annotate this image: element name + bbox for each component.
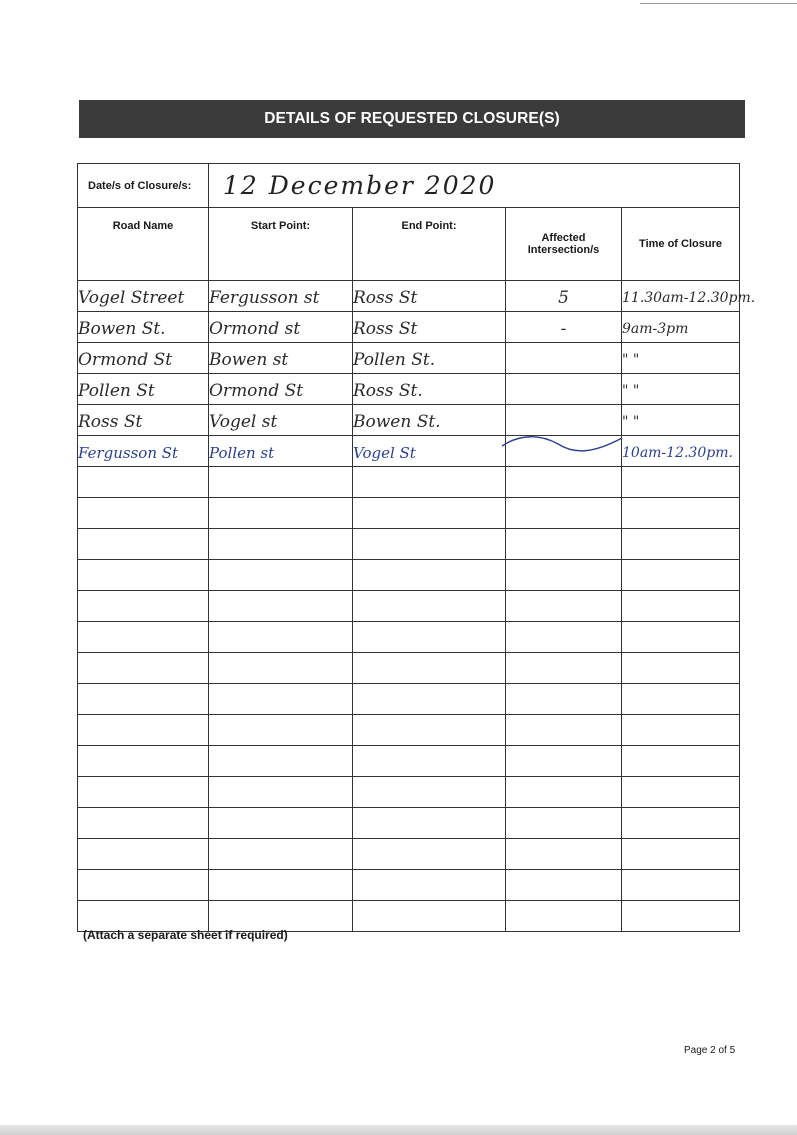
cell-end[interactable]: Ross St [353, 281, 506, 312]
cell-time[interactable] [622, 746, 740, 777]
cell-end[interactable] [353, 591, 506, 622]
cell-end[interactable] [353, 715, 506, 746]
table-row [78, 498, 740, 529]
cell-time[interactable]: 11.30am-12.30pm. [622, 281, 740, 312]
cell-end[interactable] [353, 901, 506, 932]
table-row [78, 591, 740, 622]
cell-road[interactable] [78, 808, 209, 839]
column-header-affected [506, 208, 622, 281]
table-row [78, 777, 740, 808]
cell-start[interactable] [209, 684, 353, 715]
cell-road[interactable]: Bowen St. [78, 312, 209, 343]
cell-road[interactable] [78, 560, 209, 591]
table-row [78, 405, 740, 436]
table-row [78, 529, 740, 560]
cell-affected[interactable] [506, 529, 622, 560]
cell-affected[interactable] [506, 467, 622, 498]
cell-start[interactable]: Pollen st [209, 436, 353, 467]
cell-end[interactable] [353, 777, 506, 808]
cell-road[interactable] [78, 870, 209, 901]
cell-start[interactable] [209, 529, 353, 560]
table-row [78, 281, 740, 312]
cell-end[interactable] [353, 684, 506, 715]
table-row [78, 746, 740, 777]
cell-affected[interactable] [506, 746, 622, 777]
cell-road[interactable]: Vogel Street [78, 281, 209, 312]
cell-time[interactable] [622, 777, 740, 808]
cell-end[interactable] [353, 870, 506, 901]
cell-affected[interactable] [506, 901, 622, 932]
cell-start[interactable] [209, 591, 353, 622]
table-row [78, 374, 740, 405]
cell-road[interactable] [78, 591, 209, 622]
page-number: Page 2 of 5 [684, 1045, 736, 1056]
cell-start[interactable] [209, 870, 353, 901]
cell-end[interactable]: Bowen St. [353, 405, 506, 436]
table-row [78, 343, 740, 374]
cell-start[interactable]: Fergusson st [209, 281, 353, 312]
cell-start[interactable]: Ormond st [209, 312, 353, 343]
cell-start[interactable] [209, 622, 353, 653]
scan-bottom-edge [0, 1125, 797, 1135]
cell-road[interactable] [78, 777, 209, 808]
closure-table [77, 163, 756, 932]
cell-end[interactable] [353, 498, 506, 529]
cell-road[interactable] [78, 901, 209, 932]
cell-end[interactable] [353, 653, 506, 684]
cell-time[interactable] [622, 684, 740, 715]
cell-start[interactable] [209, 746, 353, 777]
attach-note: (Attach a separate sheet if required) [83, 928, 288, 942]
cell-time[interactable] [622, 498, 740, 529]
cell-road[interactable] [78, 684, 209, 715]
cell-time[interactable] [622, 808, 740, 839]
cell-affected[interactable] [506, 374, 622, 405]
cell-end[interactable] [353, 529, 506, 560]
cell-time[interactable] [622, 529, 740, 560]
column-header-affected-line1: Affected [541, 232, 586, 244]
cell-time[interactable]: " " [622, 343, 740, 374]
cell-affected[interactable] [506, 622, 622, 653]
cell-road[interactable] [78, 653, 209, 684]
handwritten-squiggle [500, 428, 625, 458]
cell-start[interactable] [209, 777, 353, 808]
table-row [78, 312, 740, 343]
cell-start[interactable] [209, 467, 353, 498]
table-row [78, 560, 740, 591]
cell-road[interactable]: Ormond St [78, 343, 209, 374]
cell-time[interactable]: 10am-12.30pm. [622, 436, 740, 467]
cell-time[interactable] [622, 467, 740, 498]
date-label: Date/s of Closure/s: [78, 164, 209, 208]
cell-road[interactable]: Ross St [78, 405, 209, 436]
cell-start[interactable]: Bowen st [209, 343, 353, 374]
table-row [78, 653, 740, 684]
cell-road[interactable]: Pollen St [78, 374, 209, 405]
cell-time[interactable] [622, 715, 740, 746]
cell-end[interactable]: Vogel St [353, 436, 506, 467]
cell-time[interactable] [622, 560, 740, 591]
table-row [78, 870, 740, 901]
table-body [78, 281, 756, 932]
cell-time[interactable]: 9am-3pm [622, 312, 740, 343]
cell-affected[interactable]: 5 [506, 281, 622, 312]
column-header-road: Road Name [78, 208, 209, 281]
cell-start[interactable] [209, 498, 353, 529]
table-row [78, 839, 740, 870]
section-header [79, 100, 745, 138]
cell-road[interactable] [78, 467, 209, 498]
cell-affected[interactable] [506, 870, 622, 901]
cell-start[interactable] [209, 653, 353, 684]
cell-start[interactable] [209, 715, 353, 746]
table-row [78, 808, 740, 839]
cell-affected[interactable] [506, 560, 622, 591]
cell-end[interactable] [353, 746, 506, 777]
cell-time[interactable] [622, 870, 740, 901]
cell-start[interactable] [209, 808, 353, 839]
date-row [78, 164, 740, 208]
cell-start[interactable] [209, 839, 353, 870]
cell-road[interactable] [78, 529, 209, 560]
cell-time[interactable] [622, 653, 740, 684]
cell-end[interactable]: Ross St. [353, 374, 506, 405]
table-row [78, 715, 740, 746]
cell-start[interactable]: Ormond St [209, 374, 353, 405]
cell-end[interactable]: Pollen St. [353, 343, 506, 374]
cell-road[interactable] [78, 715, 209, 746]
cell-end[interactable] [353, 622, 506, 653]
cell-road[interactable] [78, 498, 209, 529]
column-header-time: Time of Closure [622, 208, 740, 281]
column-header-start: Start Point: [209, 208, 353, 281]
table-row [78, 622, 740, 653]
scan-edge-line [640, 3, 797, 4]
cell-affected[interactable] [506, 684, 622, 715]
table-row [78, 901, 740, 932]
cell-road[interactable] [78, 622, 209, 653]
cell-affected[interactable] [506, 343, 622, 374]
cell-end[interactable] [353, 808, 506, 839]
cell-end[interactable] [353, 839, 506, 870]
table-row [78, 467, 740, 498]
column-header-end: End Point: [353, 208, 506, 281]
cell-end[interactable] [353, 560, 506, 591]
cell-end[interactable] [353, 467, 506, 498]
cell-affected[interactable] [506, 653, 622, 684]
column-header-affected-line2: Intersection/s [527, 244, 600, 256]
header-row [78, 208, 740, 281]
table-row [78, 436, 740, 467]
cell-end[interactable]: Ross St [353, 312, 506, 343]
cell-affected[interactable] [506, 777, 622, 808]
cell-road[interactable]: Fergusson St [78, 436, 209, 467]
cell-start[interactable] [209, 901, 353, 932]
cell-time[interactable] [622, 839, 740, 870]
section-title: DETAILS OF REQUESTED CLOSURE(S) [264, 110, 560, 127]
cell-affected[interactable] [506, 808, 622, 839]
cell-affected[interactable] [506, 591, 622, 622]
cell-affected[interactable] [506, 498, 622, 529]
cell-time[interactable] [622, 622, 740, 653]
cell-road[interactable] [78, 839, 209, 870]
cell-start[interactable]: Vogel st [209, 405, 353, 436]
date-field[interactable]: 12 December 2020 [209, 164, 740, 208]
cell-time[interactable] [622, 591, 740, 622]
cell-affected[interactable] [506, 839, 622, 870]
cell-time[interactable]: " " [622, 374, 740, 405]
cell-affected[interactable] [506, 715, 622, 746]
cell-affected[interactable]: - [506, 312, 622, 343]
cell-time[interactable] [622, 901, 740, 932]
cell-road[interactable] [78, 746, 209, 777]
table-row [78, 684, 740, 715]
cell-start[interactable] [209, 560, 353, 591]
cell-time[interactable]: " " [622, 405, 740, 436]
